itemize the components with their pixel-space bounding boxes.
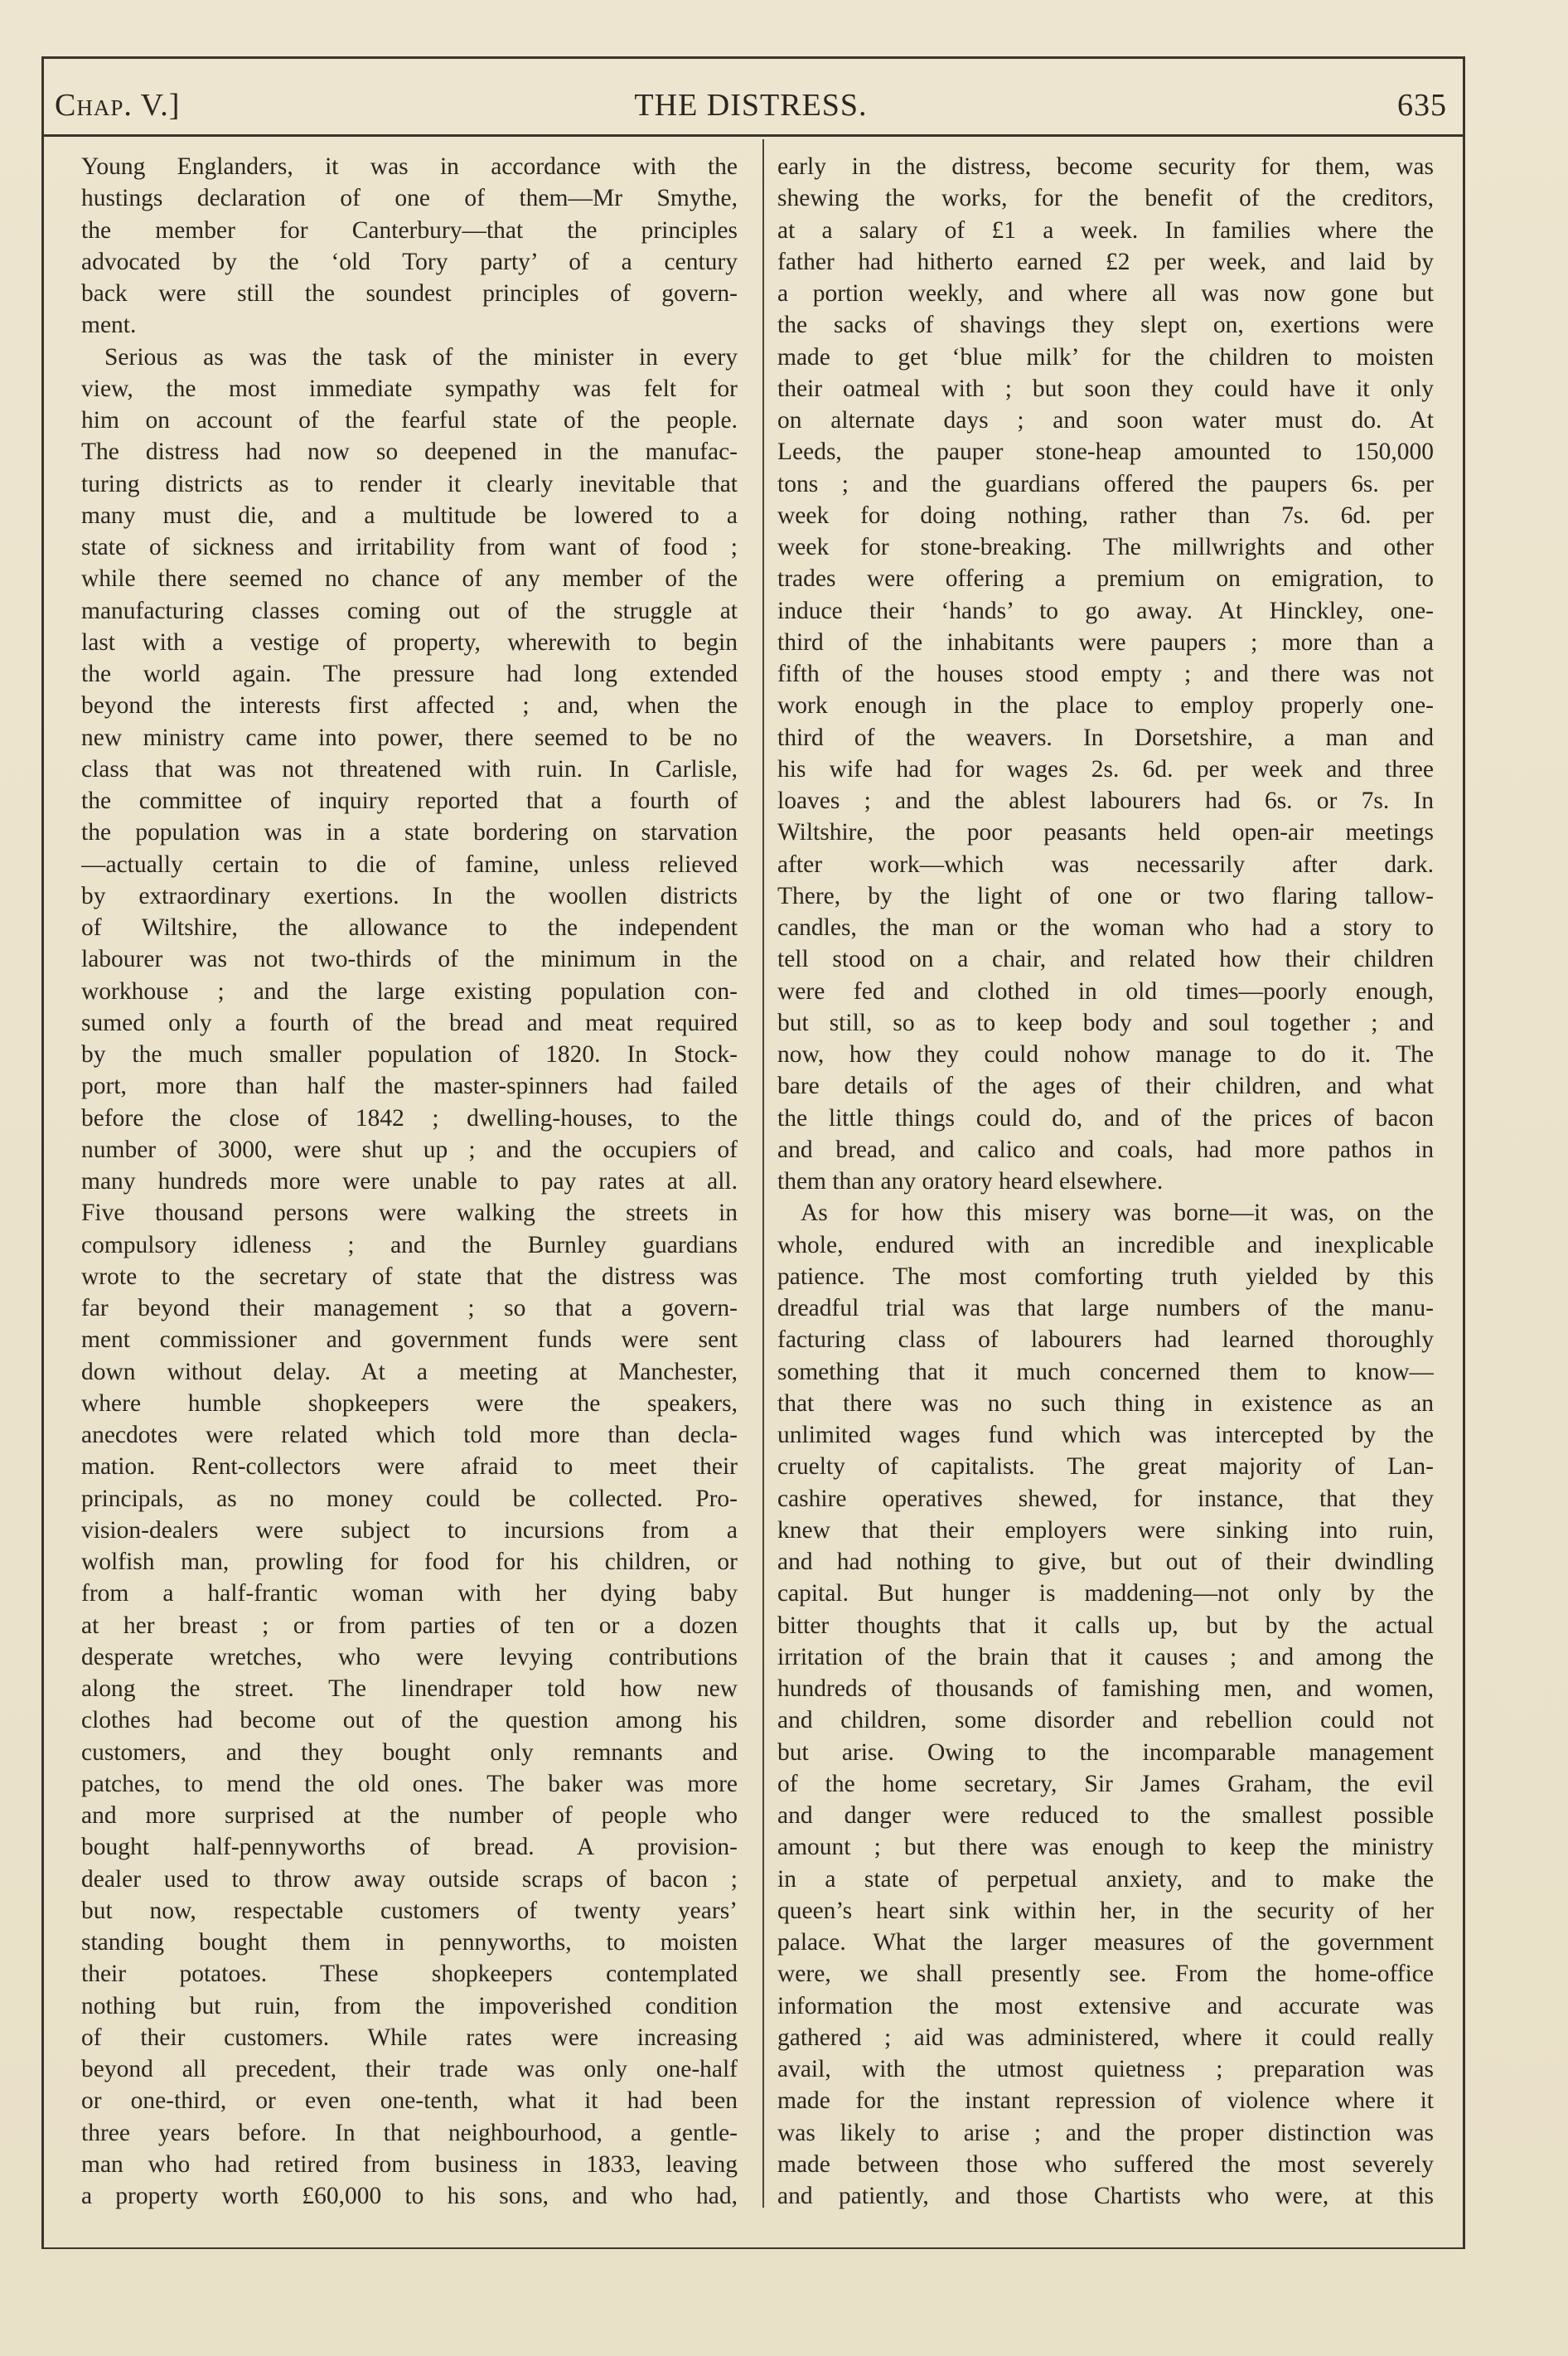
- text-line: wolfish man, prowling for food for his children, or: [81, 1549, 738, 1575]
- text-line: of the home secretary, Sir James Graham, the evil: [777, 1770, 1434, 1797]
- text-line: sumed only a fourth of the bread and meat required: [81, 1009, 738, 1036]
- text-line: him on account of the fearful state of the people.: [81, 407, 738, 434]
- text-line: class that was not threatened with ruin. In Carlisle,: [81, 755, 738, 783]
- text-line: the sacks of shavings they slept on, exertions were: [777, 312, 1434, 339]
- text-line: was likely to arise ; and the proper distinction was: [777, 2119, 1434, 2146]
- text-line: compulsory idleness ; and the Burnley guardians: [81, 1231, 738, 1258]
- text-line: Wiltshire, the poor peasants held open-air meetings: [777, 819, 1434, 846]
- text-line: shewing the works, for the benefit of the creditors,: [777, 185, 1434, 212]
- text-line: of Wiltshire, the allowance to the independent: [81, 914, 738, 941]
- text-line: the little things could do, and of the prices of bacon: [777, 1104, 1434, 1132]
- text-line: queen’s heart sink within her, in the security of her: [777, 1897, 1434, 1924]
- text-line: bare details of the ages of their children, and what: [777, 1073, 1434, 1100]
- text-line: port, more than half the master-spinners had failed: [81, 1073, 738, 1100]
- text-line: father had hitherto earned £2 per week, and laid by: [777, 248, 1434, 275]
- column-divider: [762, 139, 764, 2208]
- text-line: Leeds, the pauper stone-heap amounted to 150,000: [777, 439, 1434, 466]
- text-line: a property worth £60,000 to his sons, and who had,: [81, 2183, 738, 2209]
- text-line: the world again. The pressure had long extended: [81, 661, 738, 687]
- text-line: knew that their employers were sinking into ruin,: [777, 1516, 1434, 1544]
- text-line: standing bought them in pennyworths, to moisten: [81, 1929, 738, 1956]
- text-line: desperate wretches, who were levying contributions: [81, 1643, 738, 1670]
- text-line: principals, as no money could be collected. Pro-: [81, 1485, 738, 1512]
- text-line: at a salary of £1 a week. In families where the: [777, 216, 1434, 244]
- text-line: but still, so as to keep body and soul together ; and: [777, 1009, 1434, 1036]
- text-line: made for the instant repression of violence where it: [777, 2087, 1434, 2115]
- text-line: and patiently, and those Chartists who were, at this: [777, 2183, 1434, 2209]
- text-line: —actually certain to die of famine, unless relieved: [81, 851, 738, 878]
- text-line: fifth of the houses stood empty ; and there was not: [777, 661, 1434, 687]
- text-line: now, how they could nohow manage to do it. The: [777, 1041, 1434, 1068]
- text-line: Young Englanders, it was in accordance with the: [81, 153, 738, 180]
- text-line: where humble shopkeepers were the speakers,: [81, 1389, 738, 1417]
- text-line: down without delay. At a meeting at Manchester,: [81, 1358, 738, 1385]
- text-line: of their customers. While rates were increasing: [81, 2024, 738, 2051]
- text-line: customers, and they bought only remnants and: [81, 1738, 738, 1766]
- text-line: the population was in a state bordering on starvation: [81, 819, 738, 846]
- text-line: along the street. The linendraper told how new: [81, 1675, 738, 1702]
- text-line: that there was no such thing in existence as an: [777, 1389, 1434, 1417]
- text-line: tons ; and the guardians offered the paupers 6s. per: [777, 470, 1434, 497]
- text-line: unlimited wages fund which was intercepted by the: [777, 1422, 1434, 1448]
- text-line: clothes had become out of the question among his: [81, 1707, 738, 1734]
- right-column: [777, 151, 1434, 2212]
- text-line: patches, to mend the old ones. The baker was more: [81, 1770, 738, 1797]
- text-line: made between those who suffered the most severely: [777, 2150, 1434, 2178]
- text-line: facturing class of labourers had learned thoroughly: [777, 1326, 1434, 1354]
- text-line: ment commissioner and government funds were sent: [81, 1326, 738, 1354]
- text-line: avail, with the utmost quietness ; preparation was: [777, 2056, 1434, 2082]
- text-line: palace. What the larger measures of the government: [777, 1929, 1434, 1956]
- page-number: 635: [1397, 88, 1447, 123]
- left-column: [81, 151, 738, 2212]
- text-line: advocated by the ‘old Tory party’ of a century: [81, 248, 738, 275]
- text-line: labourer was not two-thirds of the minimum in the: [81, 946, 738, 973]
- text-line: on alternate days ; and soon water must do. At: [777, 407, 1434, 434]
- text-line: were fed and clothed in old times—poorly enough,: [777, 977, 1434, 1005]
- text-line: bitter thoughts that it calls up, but by the actual: [777, 1612, 1434, 1639]
- text-line: induce their ‘hands’ to go away. At Hinckley, one-: [777, 597, 1434, 624]
- text-line: vision-dealers were subject to incursions from a: [81, 1516, 738, 1544]
- text-line: tell stood on a chair, and related how their children: [777, 946, 1434, 973]
- text-line: cruelty of capitalists. The great majority of Lan-: [777, 1453, 1434, 1481]
- text-line: after work—which was necessarily after dark.: [777, 851, 1434, 878]
- text-line: the committee of inquiry reported that a fourth of: [81, 788, 738, 814]
- page-title: THE DISTRESS.: [634, 88, 868, 123]
- text-line: candles, the man or the woman who had a story to: [777, 914, 1434, 941]
- text-line: last with a vestige of property, wherewith to begin: [81, 628, 738, 656]
- text-line: anecdotes were related which told more than decla-: [81, 1422, 738, 1448]
- text-line: but arise. Owing to the incomparable management: [777, 1738, 1434, 1766]
- text-line: beyond the interests first affected ; and, when the: [81, 692, 738, 720]
- text-line: three years before. In that neighbourhood, a gentle-: [81, 2119, 738, 2146]
- text-line: information the most extensive and accurate was: [777, 1992, 1434, 2019]
- text-line: them than any oratory heard elsewhere.: [777, 1168, 1164, 1195]
- text-line: beyond all precedent, their trade was only one-half: [81, 2056, 738, 2082]
- text-line: workhouse ; and the large existing population con-: [81, 977, 738, 1005]
- chapter-label: Chap. V.]: [55, 88, 181, 123]
- text-line: but now, respectable customers of twenty years’: [81, 1897, 738, 1924]
- text-line: dealer used to throw away outside scraps of bacon ;: [81, 1865, 738, 1893]
- text-line: were, we shall presently see. From the home-office: [777, 1961, 1434, 1988]
- text-line: Serious as was the task of the minister in every: [104, 343, 738, 371]
- text-line: by extraordinary exertions. In the woollen districts: [81, 882, 738, 909]
- text-line: work enough in the place to employ properly one-: [777, 692, 1434, 720]
- text-line: bought half-pennyworths of bread. A provision-: [81, 1834, 738, 1861]
- text-line: amount ; but there was enough to keep the ministry: [777, 1834, 1434, 1861]
- text-line: irritation of the brain that it causes ; and among the: [777, 1643, 1434, 1670]
- text-line: many hundreds more were unable to pay rates at all.: [81, 1168, 738, 1195]
- text-line: and more surprised at the number of people who: [81, 1802, 738, 1829]
- text-line: Five thousand persons were walking the streets in: [81, 1200, 738, 1227]
- text-line: their oatmeal with ; but soon they could have it only: [777, 375, 1434, 402]
- text-line: man who had retired from business in 1833, leaving: [81, 2150, 738, 2178]
- text-line: third of the weavers. In Dorsetshire, a man and: [777, 724, 1434, 751]
- text-line: dreadful trial was that large numbers of the manu-: [777, 1295, 1434, 1321]
- text-line: turing districts as to render it clearly inevitable that: [81, 470, 738, 497]
- text-line: state of sickness and irritability from want of food ;: [81, 534, 738, 560]
- text-line: third of the inhabitants were paupers ; more than a: [777, 628, 1434, 656]
- text-line: at her breast ; or from parties of ten or a dozen: [81, 1612, 738, 1639]
- text-line: many must die, and a multitude be lowered to a: [81, 502, 738, 529]
- header-rule: [41, 134, 1463, 137]
- running-header: [46, 79, 1455, 137]
- text-line: The distress had now so deepened in the manufac-: [81, 439, 738, 466]
- text-line: new ministry came into power, there seemed to be no: [81, 724, 738, 751]
- text-line: gathered ; aid was administered, where it could really: [777, 2024, 1434, 2051]
- text-line: far beyond their management ; so that a govern-: [81, 1295, 738, 1321]
- text-line: while there seemed no chance of any member of the: [81, 565, 738, 593]
- text-line: and bread, and calico and coals, had more pathos in: [777, 1136, 1434, 1163]
- text-line: and had nothing to give, but out of their dwindling: [777, 1549, 1434, 1575]
- text-line: mation. Rent-collectors were afraid to meet their: [81, 1453, 738, 1481]
- text-line: their potatoes. These shopkeepers contemplated: [81, 1961, 738, 1988]
- text-line: cashire operatives shewed, for instance, that they: [777, 1485, 1434, 1512]
- text-line: manufacturing classes coming out of the struggle at: [81, 597, 738, 624]
- text-line: loaves ; and the ablest labourers had 6s. or 7s. In: [777, 788, 1434, 814]
- text-line: patience. The most comforting truth yielded by this: [777, 1263, 1434, 1290]
- text-line: a portion weekly, and where all was now gone but: [777, 280, 1434, 307]
- text-line: number of 3000, were shut up ; and the occupiers of: [81, 1136, 738, 1163]
- text-line: capital. But hunger is maddening—not only by the: [777, 1580, 1434, 1607]
- text-line: wrote to the secretary of state that the distress was: [81, 1263, 738, 1290]
- text-line: before the close of 1842 ; dwelling-houses, to the: [81, 1104, 738, 1132]
- text-line: and children, some disorder and rebellion could not: [777, 1707, 1434, 1734]
- text-line: view, the most immediate sympathy was felt for: [81, 375, 738, 402]
- text-line: something that it much concerned them to know—: [777, 1358, 1434, 1385]
- text-line: trades were offering a premium on emigration, to: [777, 565, 1434, 593]
- text-line: and danger were reduced to the smallest possible: [777, 1802, 1434, 1829]
- text-line: whole, endured with an incredible and inexplicable: [777, 1231, 1434, 1258]
- text-line: his wife had for wages 2s. 6d. per week and three: [777, 755, 1434, 783]
- text-line: made to get ‘blue milk’ for the children to moisten: [777, 343, 1434, 371]
- text-line: early in the distress, become security for them, was: [777, 153, 1434, 180]
- text-line: week for stone-breaking. The millwrights and other: [777, 534, 1434, 560]
- text-line: back were still the soundest principles of govern-: [81, 280, 738, 307]
- text-line: in a state of perpetual anxiety, and to make the: [777, 1865, 1434, 1893]
- text-line: or one-third, or even one-tenth, what it had been: [81, 2087, 738, 2115]
- text-line: from a half-frantic woman with her dying baby: [81, 1580, 738, 1607]
- text-line: As for how this misery was borne—it was, on the: [801, 1200, 1434, 1227]
- text-line: hustings declaration of one of them—Mr Smythe,: [81, 185, 738, 212]
- text-line: week for doing nothing, rather than 7s. 6d. per: [777, 502, 1434, 529]
- text-line: There, by the light of one or two flaring tallow-: [777, 882, 1434, 909]
- text-line: hundreds of thousands of famishing men, and women,: [777, 1675, 1434, 1702]
- text-line: nothing but ruin, from the impoverished condition: [81, 1992, 738, 2019]
- text-line: ment.: [81, 312, 137, 339]
- text-line: the member for Canterbury—that the principles: [81, 216, 738, 244]
- text-line: by the much smaller population of 1820. In Stock-: [81, 1041, 738, 1068]
